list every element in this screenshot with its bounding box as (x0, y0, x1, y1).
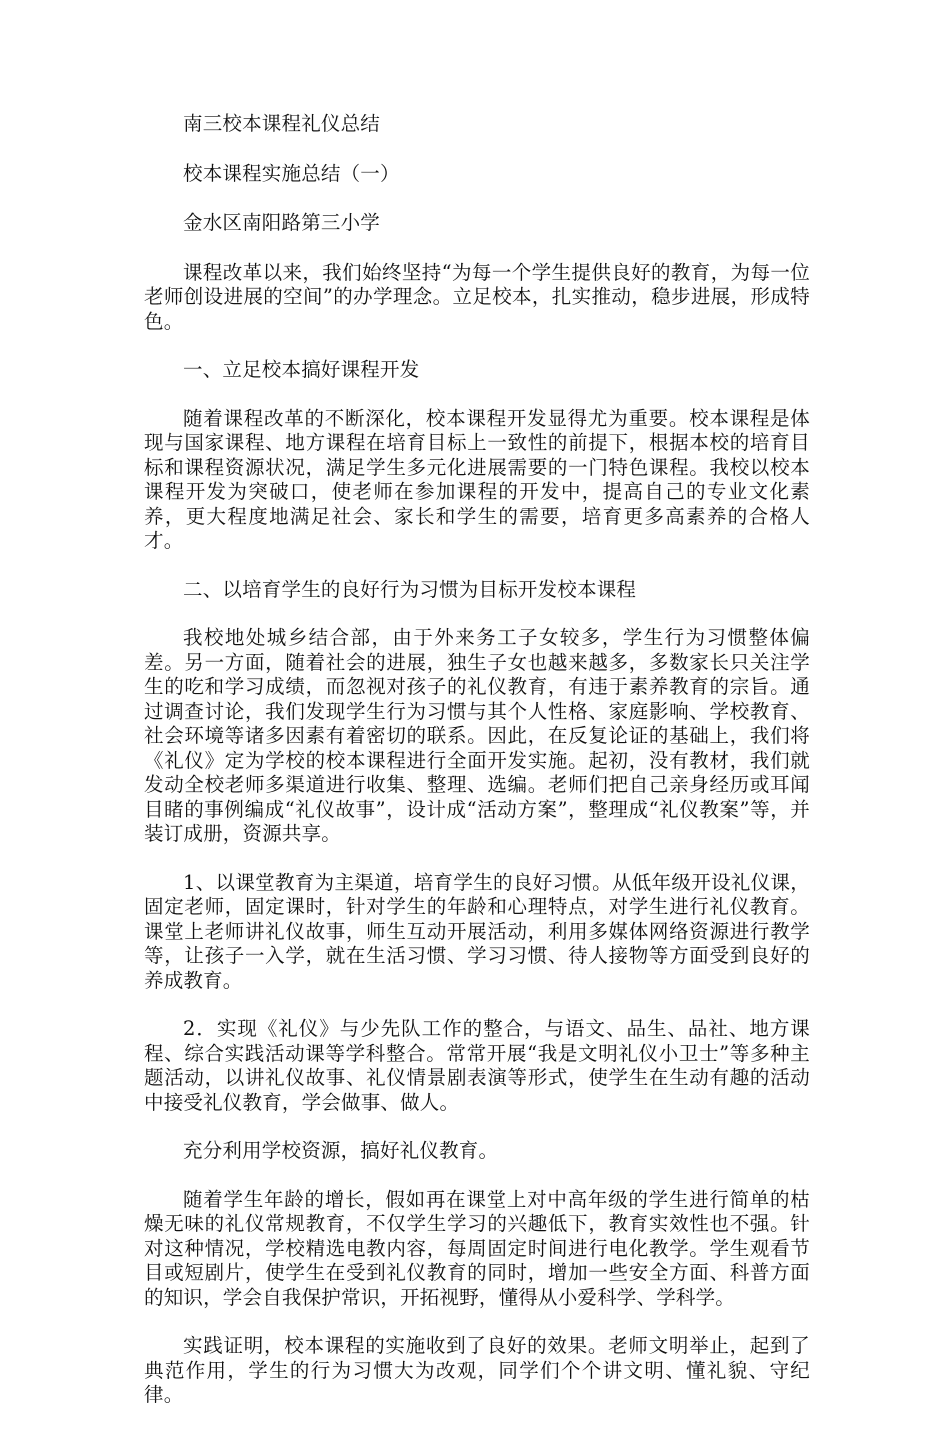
section-heading-2: 二、以培育学生的良好行为习惯为目标开发校本课程 (183, 577, 637, 601)
paragraph-integration: 2．实现《礼仪》与少先队工作的整合，与语文、品生、品社、地方课程、综合实践活动课等学科整合。常常开展“我是文明礼仪小卫士”等多种主题活动，以讲礼仪故事、礼仪情景剧表演等形式，使学生在生动有趣的活动中接受礼仪教育，学会做事、做人。 (144, 1017, 810, 1114)
document-subtitle: 校本课程实施总结（一） (183, 161, 400, 185)
paragraph-background: 我校地处城乡结合部，由于外来务工子女较多，学生行为习惯整体偏差。另一方面，随着社会的进展，独生子女也越来越多，多数家长只关注学生的吃和学习成绩，而忽视对孩子的礼仪教育，有违于素养教育的宗旨。通过调查讨论，我们发现学生行为习惯与其个人性格、家庭影响、学校教育、社会环境等诸多因素有着密切的联系。因此，在反复论证的基础上，我们将《礼仪》定为学校的校本课程进行全面开发实施。起初，没有教材，我们就发动全校老师多渠道进行收集、整理、选编。老师们把自己亲身经历或耳闻目睹的事例编成“礼仪故事”，设计成“活动方案”，整理成“礼仪教案”等，并装订成册，资源共享。 (144, 626, 810, 845)
paragraph-course-development: 随着课程改革的不断深化，校本课程开发显得尤为重要。校本课程是体现与国家课程、地方课程在培育目标上一致性的前提下，根据本校的培育目标和课程资源状况，满足学生多元化进展需要的一门特色课程。我校以校本课程开发为突破口，使老师在参加课程的开发中，提高自己的专业文化素养，更大程度地满足社会、家长和学生的需要，培育更多高素养的合格人才。 (144, 406, 810, 552)
paragraph-classroom-education: 1、以课堂教育为主渠道，培育学生的良好习惯。从低年级开设礼仪课，固定老师，固定课时，针对学生的年龄和心理特点，对学生进行礼仪教育。课堂上老师讲礼仪故事，师生互动开展活动，利用多媒体网络资源进行教学等，让孩子一入学，就在生活习惯、学习习惯、待人接物等方面受到良好的养成教育。 (144, 870, 810, 992)
section-heading-1: 一、立足校本搞好课程开发 (183, 358, 420, 381)
document-page (144, 112, 810, 1432)
paragraph-results: 实践证明，校本课程的实施收到了良好的效果。老师文明举止，起到了典范作用，学生的行为习惯大为改观，同学们个个讲文明、懂礼貌、守纪律。 (144, 1334, 810, 1406)
document-title: 南三校本课程礼仪总结 (183, 112, 381, 135)
paragraph-school-resources: 充分利用学校资源，搞好礼仪教育。 (183, 1139, 499, 1162)
paragraph-electronic-teaching: 随着学生年龄的增长，假如再在课堂上对中高年级的学生进行简单的枯燥无味的礼仪常规教育，不仅学生学习的兴趣低下，教育实效性也不强。针对这种情况，学校精选电教内容，每周固定时间进行电化教学。学生观看节目或短剧片，使学生在受到礼仪教育的同时，增加一些安全方面、科普方面的知识，学会自我保护常识，开拓视野，懂得从小爱科学、学科学。 (144, 1187, 810, 1309)
paragraph-intro: 课程改革以来，我们始终坚持“为每一个学生提供良好的教育，为每一位老师创设进展的空间”的办学理念。立足校本，扎实推动，稳步进展，形成特色。 (144, 260, 810, 333)
school-name: 金水区南阳路第三小学 (183, 211, 381, 234)
